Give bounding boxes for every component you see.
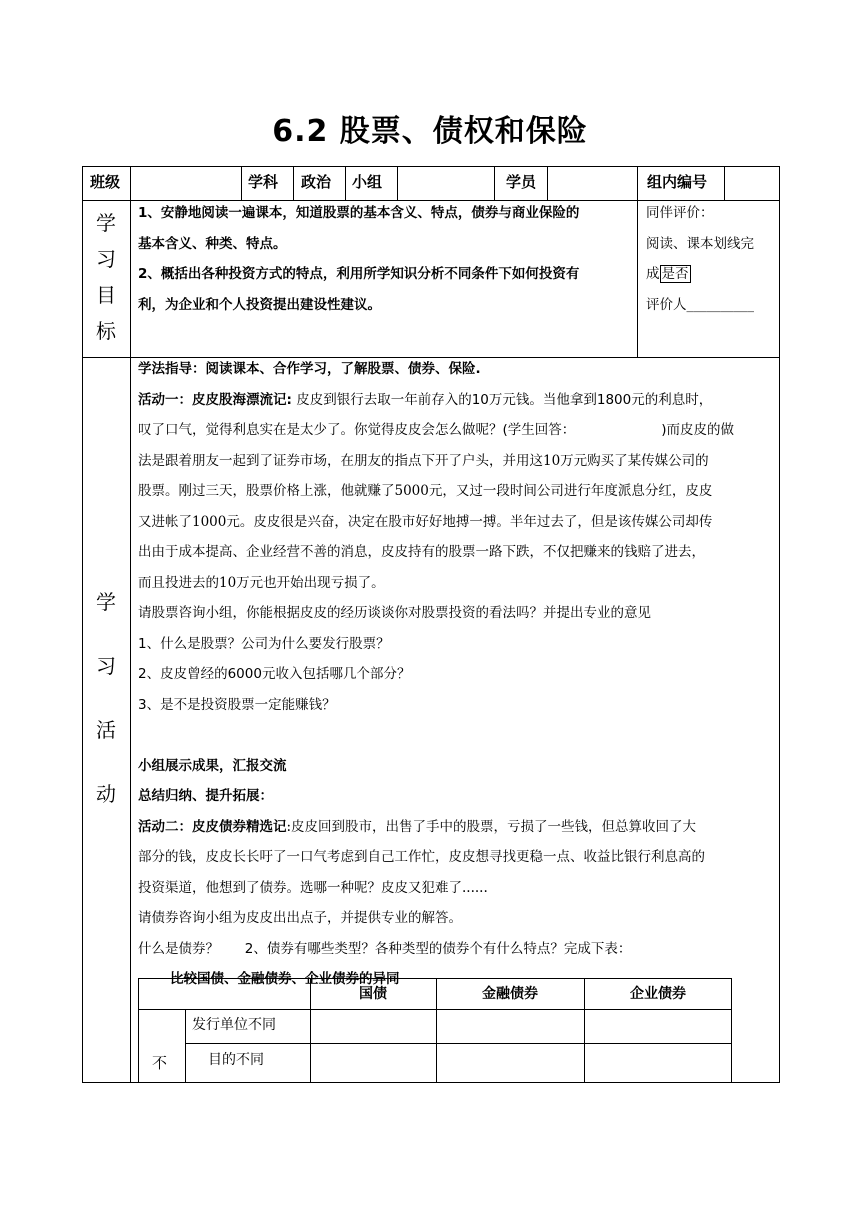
subject-value: 政治 bbox=[301, 173, 332, 191]
comparison-row-divider bbox=[138, 1009, 732, 1010]
header-col-divider bbox=[293, 166, 294, 200]
group-value[interactable] bbox=[400, 171, 490, 193]
goal-line: 1、安静地阅读一遍课本，知道股票的基本含义、特点，债券与商业保险的 bbox=[138, 205, 580, 221]
question-1: 1、什么是股票？公司为什么要发行股票？ bbox=[138, 635, 390, 652]
header-col-divider bbox=[637, 166, 638, 357]
activities-content bbox=[138, 354, 776, 995]
goals-side-label: 学 习 目 标 bbox=[96, 211, 116, 343]
story-line: 又进帐了1000元。皮皮很是兴奋，决定在股市好好地搏一搏。半年过去了，但是该传媒公司却传 bbox=[138, 513, 713, 530]
student-value[interactable] bbox=[550, 171, 634, 193]
row-label-issuer: 发行单位不同 bbox=[192, 1017, 276, 1033]
class-value[interactable] bbox=[134, 171, 238, 193]
header-col-divider bbox=[724, 166, 725, 200]
peer-review bbox=[646, 198, 776, 320]
activity2-line: 部分的钱，皮皮长长吁了一口气考虑到自己工作忙，皮皮想寻找更稳一点、收益比银行利息高的 bbox=[138, 849, 705, 865]
yes-no-option[interactable]: 是否 bbox=[661, 266, 689, 282]
activity1-title: 活动一：皮皮股海漂流记: bbox=[138, 391, 292, 408]
question-2: 2、皮皮曾经的6000元收入包括哪几个部分？ bbox=[138, 666, 411, 682]
header-col-divider bbox=[397, 166, 398, 200]
column-header-enterprise-bond: 企业债券 bbox=[630, 986, 686, 1002]
activity2-line: 投资渠道，他想到了债券。选哪一种呢？皮皮又犯难了...... bbox=[138, 879, 488, 896]
goal-line: 利，为企业和个人投资提出建设性建议。 bbox=[138, 296, 381, 313]
column-header-financial-bond: 金融债券 bbox=[482, 986, 538, 1002]
comparison-table-title: 比较国债、金融债券、企业债券的异同 bbox=[170, 971, 400, 987]
group-show: 小组展示成果，汇报交流 bbox=[138, 757, 287, 774]
student-label: 学员 bbox=[506, 173, 537, 191]
class-label: 班级 bbox=[90, 173, 121, 191]
story-line: 出由于成本提高、企业经营不善的消息，皮皮持有的股票一路下跌，不仅把赚来的钱赔了进去， bbox=[138, 544, 705, 560]
story-line: 而且投进去的10万元也开始出现亏损了。 bbox=[138, 574, 385, 591]
activity1-text: 皮皮到银行去取一年前存入的10万元钱。当他拿到1800元的利息时， bbox=[291, 391, 713, 408]
header-col-divider bbox=[130, 166, 131, 1083]
peer-review-label: 同伴评价： bbox=[646, 205, 714, 221]
peer-review-line1: 阅读、课本划线完 bbox=[646, 235, 754, 252]
bond-question: 什么是债券？ 2、债券有哪些类型？各种类型的债券个有什么特点？完成下表： bbox=[138, 940, 632, 957]
number-value[interactable] bbox=[727, 171, 777, 193]
story-line: 股票。刚过三天，股票价格上涨，他就赚了5000元，又过一段时间公司进行年度派息分红，皮皮 bbox=[138, 483, 713, 499]
bond-consult-prompt: 请债券咨询小组为皮皮出出点子，并提供专业的解答。 bbox=[138, 910, 462, 926]
goal-line: 2、概括出各种投资方式的特点，利用所学知识分析不同条件下如何投资有 bbox=[138, 266, 580, 282]
activities-side-label: 学 习 活 动 bbox=[96, 590, 116, 806]
peer-review-line2: 成 bbox=[646, 266, 660, 282]
column-header-national-debt: 国债 bbox=[359, 986, 387, 1002]
header-col-divider bbox=[241, 166, 242, 200]
page-title: 6.2 股票、债权和保险 bbox=[272, 114, 588, 149]
activity1-text: )而皮皮的做 bbox=[661, 422, 735, 438]
number-label: 组内编号 bbox=[647, 173, 708, 191]
header-col-divider bbox=[547, 166, 548, 200]
activity1-text: 叹了口气，觉得利息实在是太少了。你觉得皮皮会怎么做呢？(学生回答： bbox=[138, 422, 576, 438]
activity2-title: 活动二：皮皮债券精选记 bbox=[138, 818, 287, 835]
header-col-divider bbox=[494, 166, 495, 200]
reviewer-field[interactable]: 评价人__________ bbox=[646, 296, 754, 313]
comparison-col-divider bbox=[185, 1009, 186, 1083]
row-label-purpose: 目的不同 bbox=[208, 1052, 264, 1068]
group-label: 小组 bbox=[352, 173, 383, 191]
question-3: 3、是不是投资股票一定能赚钱？ bbox=[138, 696, 336, 713]
row-group-label: 不 bbox=[152, 1054, 168, 1072]
goal-line: 基本含义、种类、特点。 bbox=[138, 235, 287, 252]
comparison-row-divider bbox=[185, 1043, 732, 1044]
stock-consult-prompt: 请股票咨询小组，你能根据皮皮的经历谈谈你对股票投资的看法吗？并提出专业的意见 bbox=[138, 605, 651, 621]
learning-goals bbox=[138, 198, 634, 320]
story-line: 法是跟着朋友一起到了证券市场，在朋友的指点下开了户头，并用这10万元购买了某传媒公司的 bbox=[138, 452, 709, 469]
activity2-text: :皮皮回到股市，出售了手中的股票，亏损了一些钱，但总算收回了大 bbox=[286, 818, 697, 835]
header-col-divider bbox=[345, 166, 346, 200]
subject-label: 学科 bbox=[248, 173, 279, 191]
study-guide: 学法指导：阅读课本、合作学习，了解股票、债券、保险. bbox=[138, 361, 481, 377]
summary: 总结归纳、提升拓展： bbox=[138, 788, 273, 804]
